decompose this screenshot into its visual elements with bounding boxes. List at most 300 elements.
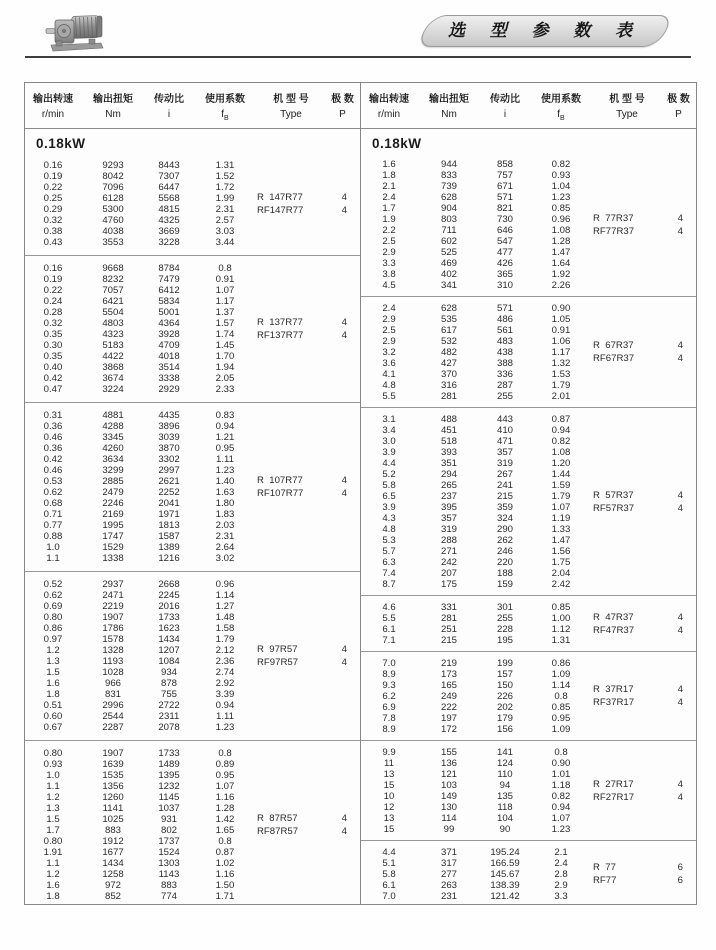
table-row xyxy=(25,454,360,465)
cell-value: 2245 xyxy=(158,590,180,601)
pole-count: 4 xyxy=(341,488,347,499)
cell-value: 1.16 xyxy=(215,869,235,880)
cell-value: 324 xyxy=(496,512,513,524)
cell-value: 1434 xyxy=(102,858,124,869)
cell-value: 802 xyxy=(160,825,177,836)
cell-value: 1.08 xyxy=(551,446,571,458)
model-type-group xyxy=(593,489,696,515)
pole-count: 4 xyxy=(677,778,683,790)
ratio-block xyxy=(25,740,360,909)
cell-value: 0.87 xyxy=(551,413,571,425)
cell-value: 222 xyxy=(440,701,457,713)
cell-value: 1207 xyxy=(158,645,180,656)
cell-value: 6421 xyxy=(102,296,124,307)
cell-value: 1.31 xyxy=(215,160,235,171)
cell-value: 10 xyxy=(383,790,395,802)
cell-value: 833 xyxy=(440,169,457,181)
table-row xyxy=(25,285,360,296)
cell-value: 157 xyxy=(496,668,513,680)
cell-value: 0.95 xyxy=(551,712,571,724)
ratio-block xyxy=(361,595,696,651)
cell-value: 0.94 xyxy=(215,700,235,711)
cell-value: 402 xyxy=(440,268,457,280)
cell-value: 1.6 xyxy=(46,880,60,891)
ratio-block xyxy=(361,840,696,907)
cell-value: 410 xyxy=(496,424,513,436)
cell-value: 0.86 xyxy=(43,623,63,634)
cell-value: 246 xyxy=(496,545,513,557)
cell-value: 617 xyxy=(440,324,457,336)
model-type-group xyxy=(257,474,360,500)
cell-value: 4760 xyxy=(102,215,124,226)
cell-value: 215 xyxy=(496,490,513,502)
cell-value: 1.3 xyxy=(46,803,60,814)
cell-value: 1535 xyxy=(102,770,124,781)
cell-value: 1.74 xyxy=(215,329,235,340)
cell-value: 104 xyxy=(496,812,513,824)
cell-value: 3674 xyxy=(102,373,124,384)
table-row xyxy=(25,623,360,634)
table-row xyxy=(25,351,360,362)
col-output-torque: 输出扭矩 Nm xyxy=(93,94,133,120)
table-row xyxy=(25,263,360,274)
cell-value: 197 xyxy=(440,712,457,724)
cell-value: 0.94 xyxy=(551,801,571,813)
cell-value: 451 xyxy=(440,424,457,436)
cell-value: 1.58 xyxy=(215,623,235,634)
cell-value: 5568 xyxy=(158,193,180,204)
cell-value: 94 xyxy=(499,779,511,791)
cell-value: 165 xyxy=(440,679,457,691)
cell-value: 2.01 xyxy=(551,390,571,402)
table-row xyxy=(25,237,360,248)
cell-value: 1.27 xyxy=(215,601,235,612)
title-banner xyxy=(415,15,674,47)
cell-value: 0.91 xyxy=(551,324,571,336)
model-type-group xyxy=(257,643,360,669)
cell-value: 6.2 xyxy=(382,690,396,702)
cell-value: 2016 xyxy=(158,601,180,612)
cell-value: 3299 xyxy=(102,465,124,476)
cell-value: 2246 xyxy=(102,498,124,509)
cell-value: 1.79 xyxy=(551,379,571,391)
ratio-block xyxy=(25,571,360,740)
cell-value: 426 xyxy=(496,257,513,269)
gear-motor-photo xyxy=(45,7,107,53)
cell-value: 118 xyxy=(497,801,513,813)
cell-value: 255 xyxy=(496,612,513,624)
cell-value: 262 xyxy=(496,534,513,546)
cell-value: 9.9 xyxy=(382,746,396,758)
model-type: RF77R37 xyxy=(593,225,635,237)
cell-value: 156 xyxy=(496,723,513,735)
cell-value: 471 xyxy=(496,435,513,447)
table-row xyxy=(361,258,696,269)
cell-value: 319 xyxy=(496,457,513,469)
cell-value: 2.9 xyxy=(382,335,396,347)
cell-value: 1.07 xyxy=(215,285,235,296)
pole-count: 4 xyxy=(341,205,347,216)
table-row xyxy=(361,847,696,858)
cell-value: 3.9 xyxy=(382,446,396,458)
block-list xyxy=(25,153,360,909)
table-row xyxy=(361,535,696,546)
cell-value: 2997 xyxy=(158,465,180,476)
cell-value: 0.68 xyxy=(43,498,63,509)
model-type: R 77 xyxy=(593,862,616,873)
cell-value: 1.75 xyxy=(551,556,571,568)
pole-count: 4 xyxy=(341,826,347,837)
cell-value: 2.26 xyxy=(551,279,571,291)
model-type-line xyxy=(593,502,696,515)
cell-value: 294 xyxy=(440,468,457,480)
model-type-group xyxy=(593,212,696,238)
cell-value: 15 xyxy=(383,779,395,791)
cell-value: 0.82 xyxy=(551,790,571,802)
cell-value: 1.11 xyxy=(216,454,234,465)
cell-value: 482 xyxy=(440,346,457,358)
cell-value: 1.00 xyxy=(551,612,571,624)
table-row xyxy=(25,226,360,237)
cell-value: 1.40 xyxy=(215,476,235,487)
table-row xyxy=(25,160,360,171)
table-row xyxy=(361,414,696,425)
cell-value: 2.5 xyxy=(382,235,396,247)
cell-value: 646 xyxy=(496,224,513,236)
cell-value: 1.70 xyxy=(215,351,235,362)
model-type-line xyxy=(593,778,696,791)
cell-value: 3634 xyxy=(102,454,124,465)
model-type-line xyxy=(593,683,696,696)
cell-value: 13 xyxy=(383,768,395,780)
model-type: RF87R57 xyxy=(257,826,299,837)
cell-value: 2252 xyxy=(158,487,180,498)
cell-value: 1.63 xyxy=(215,487,235,498)
cell-value: 316 xyxy=(440,379,457,391)
cell-value: 99 xyxy=(443,823,455,835)
cell-value: 0.87 xyxy=(215,847,235,858)
cell-value: 1971 xyxy=(158,509,180,520)
cell-value: 7307 xyxy=(158,171,180,182)
cell-value: 0.85 xyxy=(551,601,571,613)
cell-value: 2.03 xyxy=(215,520,235,531)
model-type-line xyxy=(257,329,360,342)
cell-value: 0.89 xyxy=(215,759,235,770)
cell-value: 0.91 xyxy=(215,274,235,285)
table-row xyxy=(361,658,696,669)
cell-value: 3.0 xyxy=(382,435,396,447)
cell-value: 2287 xyxy=(102,722,124,733)
cell-value: 1.7 xyxy=(46,825,60,836)
cell-value: 0.97 xyxy=(43,634,63,645)
cell-value: 265 xyxy=(440,479,457,491)
cell-value: 0.19 xyxy=(43,274,63,285)
cell-value: 934 xyxy=(160,667,177,678)
cell-value: 1.1 xyxy=(46,553,60,564)
cell-value: 883 xyxy=(104,825,121,836)
cell-value: 0.25 xyxy=(43,193,63,204)
cell-value: 1.2 xyxy=(46,792,60,803)
cell-value: 821 xyxy=(496,202,513,214)
model-type-line xyxy=(257,474,360,487)
cell-value: 1.92 xyxy=(551,268,571,280)
model-type-group xyxy=(593,339,696,365)
cell-value: 1.5 xyxy=(46,814,60,825)
cell-value: 4018 xyxy=(158,351,180,362)
cell-value: 3338 xyxy=(158,373,180,384)
cell-value: 774 xyxy=(160,891,177,902)
cell-value: 5.5 xyxy=(382,612,396,624)
cell-value: 277 xyxy=(440,868,457,880)
table-row xyxy=(25,770,360,781)
cell-value: 2.04 xyxy=(551,567,571,579)
model-type: RF97R57 xyxy=(257,657,299,668)
cell-value: 1.48 xyxy=(215,612,235,623)
cell-value: 1025 xyxy=(102,814,124,825)
cell-value: 9668 xyxy=(102,263,124,274)
table-row xyxy=(25,410,360,421)
cell-value: 0.85 xyxy=(551,701,571,713)
cell-value: 7.8 xyxy=(382,712,396,724)
cell-value: 3.8 xyxy=(382,268,396,280)
cell-value: 4.5 xyxy=(382,279,396,291)
cell-value: 0.95 xyxy=(215,770,235,781)
table-right-half xyxy=(360,83,696,904)
cell-value: 6.1 xyxy=(382,623,396,635)
cell-value: 0.80 xyxy=(43,748,63,759)
cell-value: 3868 xyxy=(102,362,124,373)
cell-value: 602 xyxy=(440,235,457,247)
cell-value: 1328 xyxy=(102,645,124,656)
ratio-block xyxy=(361,153,696,296)
model-type-line xyxy=(257,204,360,217)
cell-value: 628 xyxy=(440,302,457,314)
cell-value: 1.0 xyxy=(46,770,60,781)
cell-value: 1.37 xyxy=(215,307,235,318)
cell-value: 3870 xyxy=(158,443,180,454)
cell-value: 1912 xyxy=(102,836,124,847)
cell-value: 1.21 xyxy=(215,432,235,443)
table-row xyxy=(25,579,360,590)
cell-value: 351 xyxy=(440,457,457,469)
cell-value: 1529 xyxy=(102,542,124,553)
cell-value: 0.93 xyxy=(43,759,63,770)
cell-value: 145.67 xyxy=(490,868,520,880)
table-row xyxy=(361,380,696,391)
cell-value: 1.05 xyxy=(551,313,571,325)
cell-value: 2.9 xyxy=(382,313,396,325)
cell-value: 0.52 xyxy=(43,579,63,590)
model-type: RF67R37 xyxy=(593,353,635,364)
cell-value: 188 xyxy=(496,567,513,579)
table-row xyxy=(361,891,696,902)
model-type-line xyxy=(257,191,360,204)
cell-value: 0.42 xyxy=(43,373,63,384)
cell-value: 5.5 xyxy=(382,390,396,402)
cell-value: 1733 xyxy=(158,612,180,623)
model-type-group xyxy=(593,861,696,887)
cell-value: 0.88 xyxy=(43,531,63,542)
table-row xyxy=(25,531,360,542)
cell-value: 1.72 xyxy=(215,182,235,193)
cell-value: 8042 xyxy=(102,171,124,182)
cell-value: 4803 xyxy=(102,318,124,329)
cell-value: 2.1 xyxy=(554,846,568,858)
pole-count: 6 xyxy=(677,875,683,886)
table-row xyxy=(25,847,360,858)
cell-value: 226 xyxy=(496,690,513,702)
column-header-row xyxy=(361,83,696,129)
cell-value: 1.0 xyxy=(46,542,60,553)
cell-value: 3039 xyxy=(158,432,180,443)
model-type: RF147R77 xyxy=(257,205,304,216)
cell-value: 2885 xyxy=(102,476,124,487)
cell-value: 2.64 xyxy=(215,542,235,553)
cell-value: 1.09 xyxy=(551,668,571,680)
cell-value: 271 xyxy=(440,545,457,557)
cell-value: 0.80 xyxy=(43,836,63,847)
cell-value: 0.22 xyxy=(43,182,63,193)
cell-value: 1.32 xyxy=(551,357,571,369)
pole-count: 4 xyxy=(677,353,683,364)
pole-count: 6 xyxy=(677,862,683,873)
table-row xyxy=(361,669,696,680)
cell-value: 5.8 xyxy=(382,868,396,880)
cell-value: 2479 xyxy=(102,487,124,498)
table-row xyxy=(25,373,360,384)
cell-value: 1524 xyxy=(158,847,180,858)
cell-value: 966 xyxy=(104,678,121,689)
cell-value: 0.93 xyxy=(551,169,571,181)
pole-count: 4 xyxy=(677,225,683,237)
table-row xyxy=(25,759,360,770)
cell-value: 207 xyxy=(440,567,457,579)
table-row xyxy=(361,369,696,380)
cell-value: 571 xyxy=(496,302,513,314)
cell-value: 3.39 xyxy=(215,689,235,700)
cell-value: 1813 xyxy=(158,520,180,531)
cell-value: 0.95 xyxy=(215,443,235,454)
cell-value: 4.6 xyxy=(382,601,396,613)
model-type: RF27R17 xyxy=(593,791,635,803)
ratio-block xyxy=(25,153,360,255)
table-row xyxy=(361,447,696,458)
cell-value: 1907 xyxy=(102,748,124,759)
cell-value: 141 xyxy=(496,746,513,758)
table-row xyxy=(361,458,696,469)
table-row xyxy=(25,421,360,432)
cell-value: 1.53 xyxy=(551,368,571,380)
cell-value: 173 xyxy=(440,668,457,680)
cell-value: 711 xyxy=(441,224,457,236)
cell-value: 0.94 xyxy=(551,424,571,436)
cell-value: 1141 xyxy=(102,803,124,814)
cell-value: 1.2 xyxy=(46,869,60,880)
cell-value: 3.6 xyxy=(382,357,396,369)
cell-value: 1.94 xyxy=(215,362,235,373)
table-row xyxy=(361,247,696,258)
cell-value: 2929 xyxy=(158,384,180,395)
cell-value: 8443 xyxy=(158,160,180,171)
cell-value: 0.8 xyxy=(554,746,568,758)
cell-value: 179 xyxy=(496,712,513,724)
cell-value: 388 xyxy=(496,357,513,369)
cell-value: 0.43 xyxy=(43,237,63,248)
pole-count: 4 xyxy=(677,697,683,708)
cell-value: 1.52 xyxy=(215,171,235,182)
cell-value: 0.46 xyxy=(43,432,63,443)
pole-count: 4 xyxy=(341,813,347,824)
cell-value: 2.57 xyxy=(215,215,235,226)
col-poles: 极 数 P xyxy=(331,94,354,120)
column-header-row xyxy=(25,83,360,129)
cell-value: 5001 xyxy=(158,307,180,318)
cell-value: 9.3 xyxy=(382,679,396,691)
cell-value: 237 xyxy=(440,490,457,502)
table-row xyxy=(25,520,360,531)
table-row xyxy=(25,443,360,454)
cell-value: 2219 xyxy=(102,601,124,612)
cell-value: 249 xyxy=(440,690,457,702)
cell-value: 3.2 xyxy=(382,346,396,358)
cell-value: 1395 xyxy=(158,770,180,781)
cell-value: 1907 xyxy=(102,612,124,623)
col-ratio: 传动比 i xyxy=(490,94,520,120)
cell-value: 1.47 xyxy=(551,246,571,258)
pole-count: 4 xyxy=(341,657,347,668)
cell-value: 0.96 xyxy=(551,213,571,225)
table-row xyxy=(25,362,360,373)
col-service-factor: 使用系数 $f_B$ xyxy=(541,94,581,122)
pole-count: 4 xyxy=(677,340,683,351)
cell-value: 0.16 xyxy=(43,160,63,171)
col-service-factor: 使用系数 $f_B$ xyxy=(205,94,245,122)
table-row xyxy=(25,748,360,759)
model-type-group xyxy=(593,683,696,709)
model-type-line xyxy=(593,212,696,225)
cell-value: 0.85 xyxy=(551,202,571,214)
cell-value: 0.53 xyxy=(43,476,63,487)
cell-value: 3228 xyxy=(158,237,180,248)
cell-value: 1.79 xyxy=(551,490,571,502)
table-row xyxy=(361,280,696,291)
col-ratio: 传动比 i xyxy=(154,94,184,120)
table-row xyxy=(25,296,360,307)
cell-value: 1.57 xyxy=(215,318,235,329)
ratio-block xyxy=(361,407,696,595)
cell-value: 443 xyxy=(496,413,513,425)
cell-value: 0.60 xyxy=(43,711,63,722)
cell-value: 1.18 xyxy=(551,779,571,791)
model-type: RF137R77 xyxy=(257,330,304,341)
cell-value: 255 xyxy=(496,390,513,402)
cell-value: 1.08 xyxy=(551,224,571,236)
cell-value: 3.44 xyxy=(215,237,235,248)
cell-value: 469 xyxy=(440,257,457,269)
col-poles: 极 数 P xyxy=(667,94,690,120)
cell-value: 202 xyxy=(496,701,513,713)
cell-value: 310 xyxy=(496,279,513,291)
cell-value: 5.3 xyxy=(382,534,396,546)
pole-count: 4 xyxy=(677,791,683,803)
pole-count: 4 xyxy=(341,330,347,341)
model-type: R 37R17 xyxy=(593,684,634,695)
cell-value: 1.23 xyxy=(551,823,571,835)
table-row xyxy=(361,391,696,402)
cell-value: 3345 xyxy=(102,432,124,443)
cell-value: 0.86 xyxy=(551,657,571,669)
cell-value: 730 xyxy=(496,213,513,225)
